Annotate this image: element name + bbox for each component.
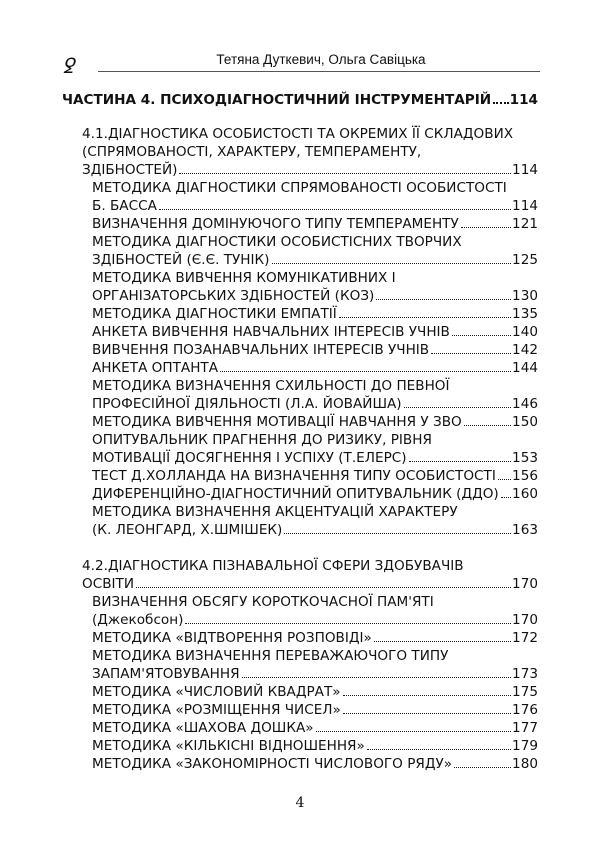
- dot-leader: [374, 641, 511, 642]
- dot-leader: [452, 335, 511, 336]
- dot-leader: [185, 623, 511, 624]
- toc-entry[interactable]: [62, 215, 538, 233]
- toc-entry-line: [62, 269, 538, 287]
- toc-entry[interactable]: [62, 755, 538, 773]
- toc-entry[interactable]: [62, 503, 538, 539]
- toc-page-number: 142: [512, 342, 538, 358]
- toc-section-1: [62, 125, 538, 179]
- toc-entry-text: МЕТОДИКА «РОЗМІЩЕННЯ ЧИСЕЛ»: [92, 702, 341, 718]
- toc-entry-line: [62, 377, 538, 395]
- toc-entry-text: МЕТОДИКА «ЗАКОНОМІРНОСТІ ЧИСЛОВОГО РЯДУ»: [92, 756, 453, 772]
- toc-page-number: 156: [512, 468, 538, 484]
- toc-entry-text: (СПРЯМОВАНОСТІ, ХАРАКТЕРУ, ТЕМПЕРАМЕНТУ,: [82, 144, 422, 160]
- dot-leader: [431, 353, 511, 354]
- toc-section-2: [62, 557, 538, 593]
- toc-page-number: 170: [512, 612, 538, 628]
- running-header: [62, 52, 540, 78]
- toc-entry-text: ОРГАНІЗАТОРСЬКИХ ЗДІБНОСТЕЙ (КОЗ): [92, 288, 375, 304]
- toc-page-number: 114: [509, 92, 538, 108]
- toc-entry-text: 4.2.ДІАГНОСТИКА ПІЗНАВАЛЬНОЇ СФЕРИ ЗДОБУВАЧІВ: [82, 558, 464, 574]
- toc-page-number: 175: [512, 684, 538, 700]
- toc-entry-text: ОПИТУВАЛЬНИК ПРАГНЕННЯ ДО РИЗИКУ, РІВНЯ: [92, 432, 432, 448]
- toc-entry-line: [62, 467, 538, 485]
- toc-entry-line: [62, 665, 538, 683]
- toc-entry-line: [62, 557, 538, 575]
- toc-entry-line: [62, 719, 538, 737]
- toc-entry-line: [62, 125, 538, 143]
- toc-entry[interactable]: [62, 377, 538, 413]
- toc-part-title[interactable]: ЧАСТИНА 4. ПСИХОДІАГНОСТИЧНИЙ ІНСТРУМЕНТАРІЙ 114: [62, 92, 538, 108]
- toc-entry-line: [62, 359, 538, 377]
- toc-entry-text: АНКЕТА ВИВЧЕННЯ НАВЧАЛЬНИХ ІНТЕРЕСІВ УЧНІВ: [92, 324, 450, 340]
- toc-entry[interactable]: [62, 179, 538, 215]
- toc-entry[interactable]: [62, 647, 538, 683]
- dot-leader: [159, 209, 511, 210]
- dot-leader: [461, 227, 511, 228]
- toc-page-number: 177: [512, 720, 538, 736]
- toc-page-number: 153: [512, 450, 538, 466]
- toc-entry-text: МОТИВАЦІЇ ДОСЯГНЕННЯ І УСПІХУ (Т.ЕЛЕРС): [92, 450, 407, 466]
- dot-leader: [343, 713, 511, 714]
- toc-entry-line: [62, 287, 538, 305]
- toc-entry-text: МЕТОДИКА ВИЗНАЧЕННЯ СХИЛЬНОСТІ ДО ПЕВНОЇ: [92, 378, 450, 394]
- toc-entry[interactable]: [62, 629, 538, 647]
- toc-entry-text: ЗДІБНОСТЕЙ): [82, 162, 178, 178]
- toc-entry-line: [62, 341, 538, 359]
- dot-leader: [454, 767, 511, 768]
- toc-page-number: 163: [512, 522, 538, 538]
- toc-section-heading[interactable]: [62, 557, 538, 593]
- toc-entry-line: [62, 323, 538, 341]
- dot-leader: [284, 533, 511, 534]
- dot-leader: [339, 317, 511, 318]
- toc-entry-line: [62, 755, 538, 773]
- toc-section-2-items: [62, 593, 538, 773]
- toc-entry-line: [62, 593, 538, 611]
- toc-entry-line: [62, 611, 538, 629]
- dot-leader: [464, 425, 511, 426]
- toc-page-number: 172: [512, 630, 538, 646]
- toc-entry-text: ВИЗНАЧЕННЯ ДОМІНУЮЧОГО ТИПУ ТЕМПЕРАМЕНТУ: [92, 216, 459, 232]
- toc-entry-line: [62, 413, 538, 431]
- page-number: 4: [295, 795, 305, 811]
- toc-entry-text: ДИФЕРЕНЦІЙНО-ДІАГНОСТИЧНИЙ ОПИТУВАЛЬНИК (ДДО): [92, 486, 499, 502]
- toc-entry-text: (Джекобсон): [92, 612, 184, 628]
- toc-entry-line: [62, 701, 538, 719]
- toc-page-number: 144: [512, 360, 538, 376]
- toc-section-1-items: [62, 179, 538, 539]
- toc-page-number: 140: [512, 324, 538, 340]
- dot-leader: [343, 695, 511, 696]
- toc-page-number: 121: [512, 216, 538, 232]
- toc-entry-text: ТЕСТ Д.ХОЛЛАНДА НА ВИЗНАЧЕННЯ ТИПУ ОСОБИСТОСТІ: [92, 468, 496, 484]
- toc-entry[interactable]: [62, 485, 538, 503]
- toc-entry-text: МЕТОДИКА «ЧИСЛОВИЙ КВАДРАТ»: [92, 684, 341, 700]
- dot-leader: [136, 587, 511, 588]
- toc-entry-line: [62, 233, 538, 251]
- toc-entry[interactable]: [62, 305, 538, 323]
- toc-entry-text: ВИВЧЕННЯ ПОЗАНАВЧАЛЬНИХ ІНТЕРЕСІВ УЧНІВ: [92, 342, 430, 358]
- toc-page-number: 170: [512, 576, 538, 592]
- toc-entry[interactable]: [62, 737, 538, 755]
- toc-entry-text: МЕТОДИКА «КІЛЬКІСНІ ВІДНОШЕННЯ»: [92, 738, 365, 754]
- toc-entry-line: [62, 503, 538, 521]
- toc-page-number: 146: [512, 396, 538, 412]
- toc-entry[interactable]: [62, 593, 538, 629]
- toc-entry[interactable]: [62, 467, 538, 485]
- toc-entry-line: [62, 161, 538, 179]
- toc-entry-line: [62, 575, 538, 593]
- toc-entry-line: [62, 251, 538, 269]
- toc-page-number: 125: [512, 252, 538, 268]
- toc-entry-line: [62, 305, 538, 323]
- toc-entry-line: [62, 215, 538, 233]
- toc-entry-line: [62, 197, 538, 215]
- toc-entry-text: ЗАПАМ'ЯТОВУВАННЯ: [92, 666, 240, 682]
- toc-page-number: 173: [512, 666, 538, 682]
- toc-entry[interactable]: [62, 359, 538, 377]
- toc-entry[interactable]: [62, 701, 538, 719]
- header-rule: [98, 71, 540, 72]
- toc-entry-text: ПРОФЕСІЙНОЇ ДІЯЛЬНОСТІ (Л.А. ЙОВАЙША): [92, 396, 402, 412]
- toc-entry[interactable]: [62, 413, 538, 431]
- dot-leader: [179, 173, 511, 174]
- dot-leader: [409, 461, 511, 462]
- toc-entry-text: (К. ЛЕОНГАРД, Х.ШМІШЕК): [92, 522, 283, 538]
- toc-entry-text: АНКЕТА ОПТАНТА: [92, 360, 219, 376]
- dot-leader: [316, 731, 511, 732]
- toc-entry[interactable]: [62, 269, 538, 305]
- toc-entry-text: МЕТОДИКА «ВІДТВОРЕННЯ РОЗПОВІДІ»: [92, 630, 372, 646]
- toc-entry-line: [62, 629, 538, 647]
- toc-page-number: 176: [512, 702, 538, 718]
- toc-page-number: 160: [512, 486, 538, 502]
- toc-entry-text: ЗДІБНОСТЕЙ (Є.Є. ТУНІК): [92, 252, 270, 268]
- toc-entry-line: [62, 737, 538, 755]
- toc-entry[interactable]: [62, 233, 538, 269]
- toc-entry[interactable]: [62, 341, 538, 359]
- dot-leader: [220, 371, 511, 372]
- table-of-contents: [62, 91, 538, 773]
- toc-entry-line: [62, 431, 538, 449]
- dot-leader: [404, 407, 511, 408]
- toc-entry-text: МЕТОДИКА ВИЗНАЧЕННЯ АКЦЕНТУАЦІЙ ХАРАКТЕРУ: [92, 504, 458, 520]
- toc-entry-line: [62, 179, 538, 197]
- toc-entry-line: [62, 647, 538, 665]
- dot-leader: [498, 479, 511, 480]
- toc-entry-text: МЕТОДИКА «ШАХОВА ДОШКА»: [92, 720, 314, 736]
- dot-leader: [376, 299, 511, 300]
- toc-entry-line: [62, 683, 538, 701]
- toc-entry[interactable]: [62, 719, 538, 737]
- toc-page-number: 114: [512, 198, 538, 214]
- toc-page-number: 135: [512, 306, 538, 322]
- toc-entry-line: [62, 449, 538, 467]
- toc-entry-line: [62, 143, 538, 161]
- toc-entry-line: [62, 485, 538, 503]
- toc-page-number: 150: [512, 414, 538, 430]
- toc-entry[interactable]: [62, 431, 538, 467]
- toc-entry-text: МЕТОДИКА ДІАГНОСТИКИ ОСОБИСТІСНИХ ТВОРЧИХ: [92, 234, 462, 250]
- toc-entry-text: ВИЗНАЧЕННЯ ОБСЯГУ КОРОТКОЧАСНОЇ ПАМ'ЯТІ: [92, 594, 434, 610]
- toc-entry[interactable]: [62, 683, 538, 701]
- toc-entry-text: ОСВІТИ: [82, 576, 134, 592]
- header-authors: Тетяна Дуткевич, Ольга Савіцька: [216, 52, 426, 67]
- toc-entry-text: МЕТОДИКА ВИВЧЕННЯ КОМУНІКАТИВНИХ І: [92, 270, 396, 286]
- toc-entry-text: МЕТОДИКА ДІАГНОСТИКИ ЕМПАТІЇ: [92, 306, 337, 322]
- toc-entry-text: МЕТОДИКА ВИЗНАЧЕННЯ ПЕРЕВАЖАЮЧОГО ТИПУ: [92, 648, 449, 664]
- dot-leader: [242, 677, 511, 678]
- dot-leader: [367, 749, 511, 750]
- toc-page-number: 180: [512, 756, 538, 772]
- toc-entry-line: [62, 395, 538, 413]
- dot-leader: [493, 102, 508, 104]
- toc-entry-text: Б. БАССА: [92, 198, 157, 214]
- dot-leader: [501, 497, 511, 498]
- toc-entry-line: [62, 521, 538, 539]
- toc-page-number: 179: [512, 738, 538, 754]
- dot-leader: [272, 263, 512, 264]
- toc-page-number: 114: [512, 162, 538, 178]
- toc-entry-text: МЕТОДИКА ВИВЧЕННЯ МОТИВАЦІЇ НАВЧАННЯ У ЗВО: [92, 414, 462, 430]
- toc-entry-text: МЕТОДИКА ДІАГНОСТИКИ СПРЯМОВАНОСТІ ОСОБИСТОСТІ: [92, 180, 507, 196]
- toc-entry[interactable]: [62, 323, 538, 341]
- toc-section-heading[interactable]: [62, 125, 538, 179]
- ornament-logo-icon: ꝿ: [62, 54, 74, 78]
- toc-entry-text: 4.1.ДІАГНОСТИКА ОСОБИСТОСТІ ТА ОКРЕМИХ ЇЇ СКЛАДОВИХ: [82, 126, 514, 142]
- toc-page-number: 130: [512, 288, 538, 304]
